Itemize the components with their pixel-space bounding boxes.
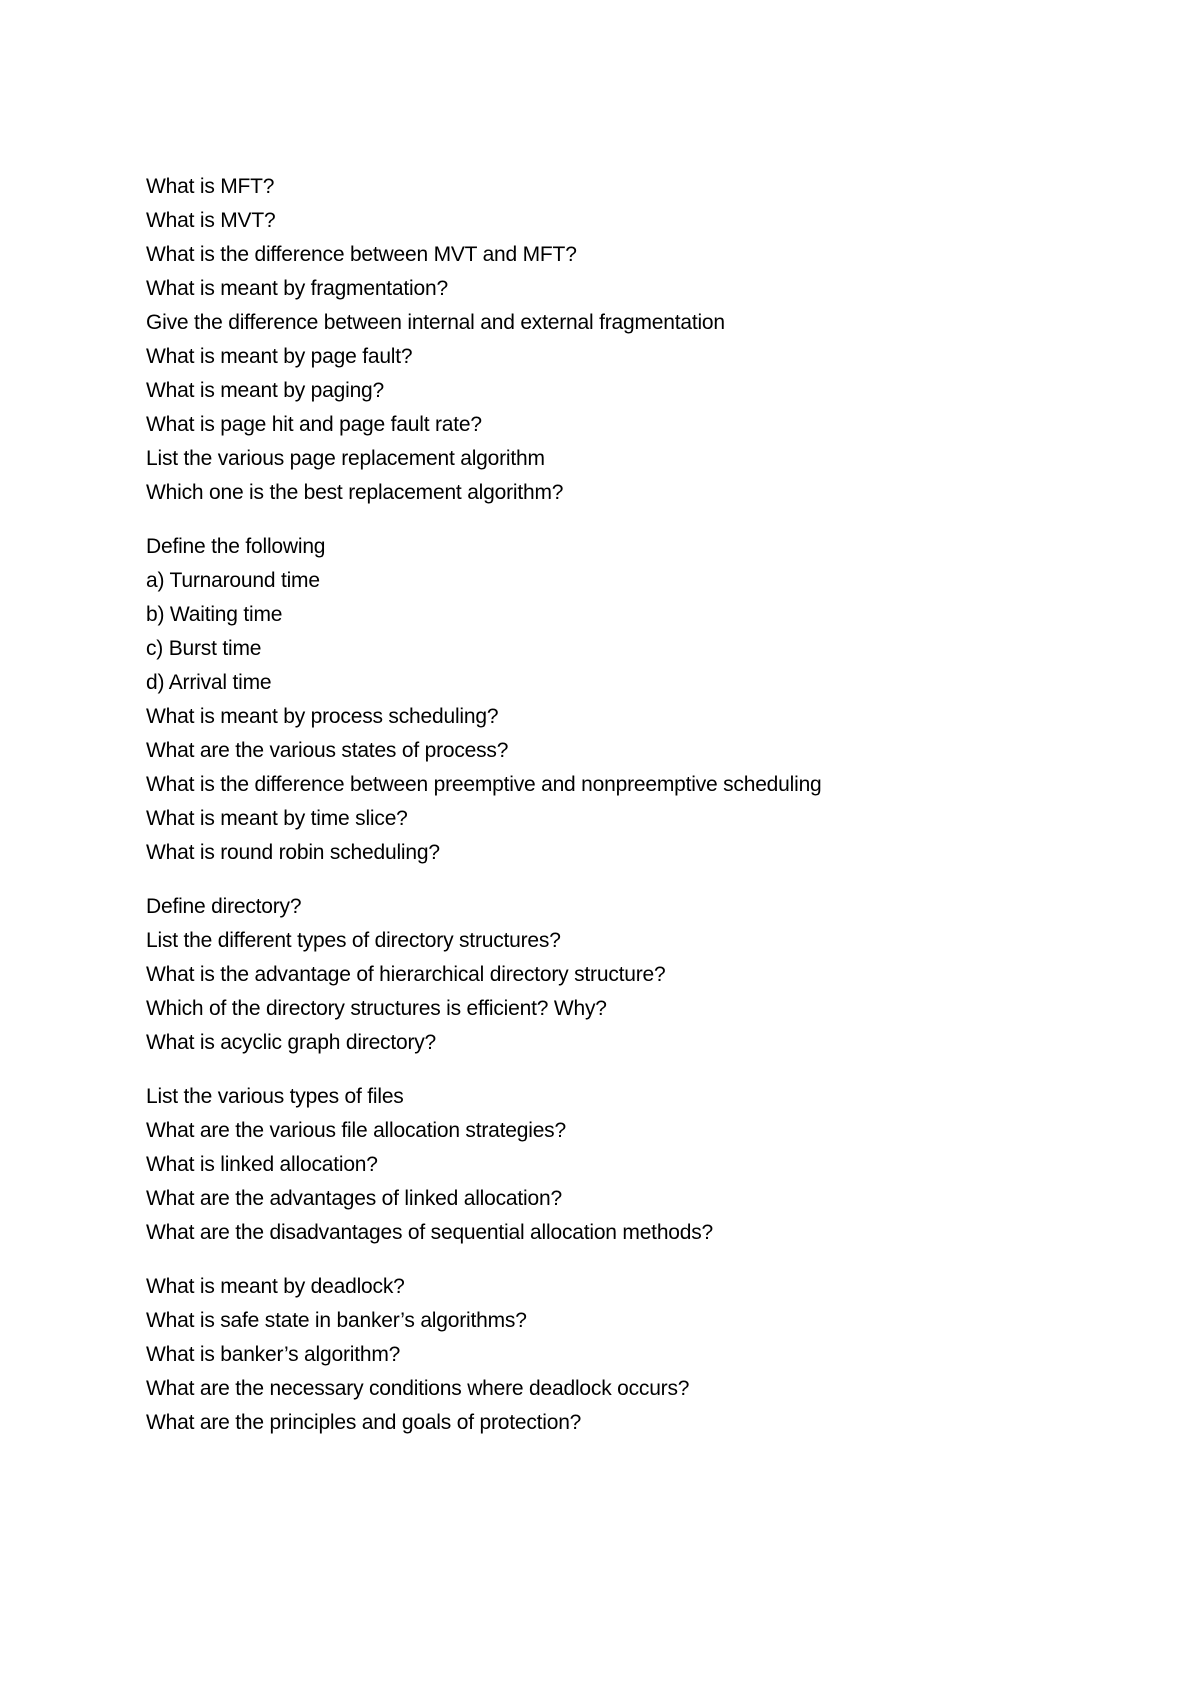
question-line: What is meant by fragmentation? [146, 277, 448, 300]
question-line: What are the various states of process? [146, 739, 509, 762]
question-line: What is page hit and page fault rate? [146, 413, 482, 436]
question-group-deadlock [146, 1270, 1146, 1440]
question-group-scheduling [146, 530, 1146, 870]
question-line: What is round robin scheduling? [146, 841, 440, 864]
question-line: What is meant by time slice? [146, 807, 408, 830]
question-line: What is meant by paging? [146, 379, 385, 402]
question-line: What are the various file allocation strategies? [146, 1119, 566, 1142]
question-line: Give the difference between internal and external fragmentation [146, 311, 725, 334]
question-group-memory [146, 170, 1146, 510]
question-line: Define the following [146, 535, 326, 558]
question-line: List the various types of files [146, 1085, 404, 1108]
question-line: What are the disadvantages of sequential allocation methods? [146, 1221, 714, 1244]
question-line: What is banker’s algorithm? [146, 1343, 401, 1366]
question-line: List the various page replacement algorithm [146, 447, 545, 470]
question-line: What is meant by process scheduling? [146, 705, 499, 728]
question-line: c) Burst time [146, 637, 262, 660]
question-group-directory [146, 890, 1146, 1060]
question-line: What is the advantage of hierarchical directory structure? [146, 963, 666, 986]
question-line: What is meant by deadlock? [146, 1275, 405, 1298]
question-line: Which of the directory structures is efficient? Why? [146, 997, 607, 1020]
question-line: b) Waiting time [146, 603, 283, 626]
question-line: Define directory? [146, 895, 302, 918]
question-line: a) Turnaround time [146, 569, 320, 592]
question-group-files [146, 1080, 1146, 1250]
question-line: What is acyclic graph directory? [146, 1031, 437, 1054]
question-line: What is linked allocation? [146, 1153, 378, 1176]
question-line: What are the principles and goals of protection? [146, 1411, 582, 1434]
question-line: What are the advantages of linked allocation? [146, 1187, 562, 1210]
question-list [146, 170, 1146, 1440]
question-line: What is the difference between MVT and MFT? [146, 243, 577, 266]
question-line: What is safe state in banker’s algorithms? [146, 1309, 527, 1332]
question-line: d) Arrival time [146, 671, 272, 694]
question-line: What is MFT? [146, 175, 275, 198]
question-line: What are the necessary conditions where deadlock occurs? [146, 1377, 690, 1400]
question-line: List the different types of directory structures? [146, 929, 561, 952]
question-line: What is MVT? [146, 209, 276, 232]
question-line: What is the difference between preemptive and nonpreemptive scheduling [146, 773, 822, 796]
question-line: Which one is the best replacement algorithm? [146, 481, 564, 504]
question-line: What is meant by page fault? [146, 345, 413, 368]
